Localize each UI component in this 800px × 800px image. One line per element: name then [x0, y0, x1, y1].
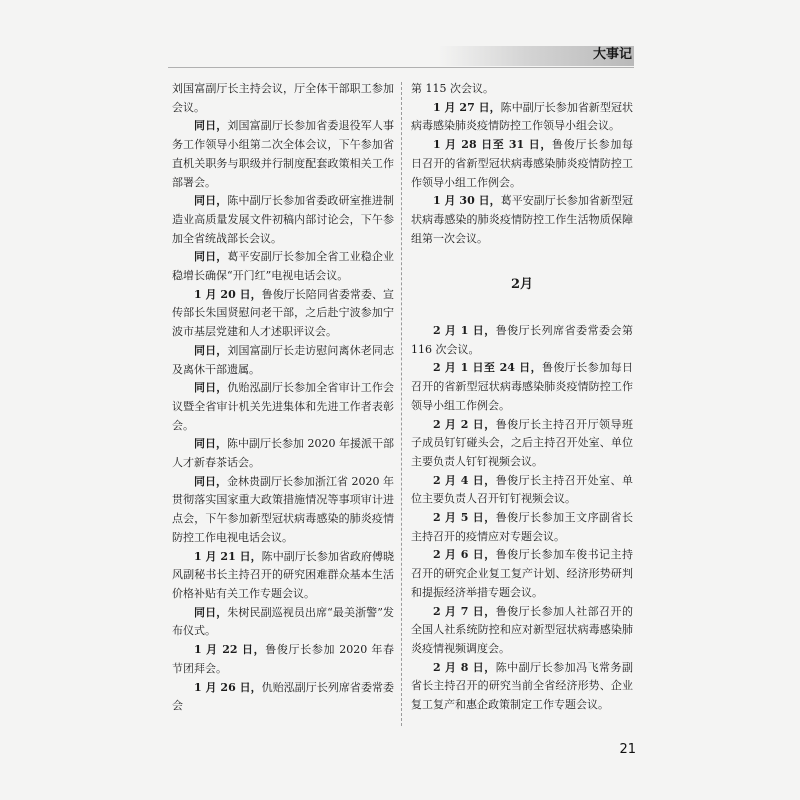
- entry-text: 陈中副厅长参加省政府傅晓风副秘书长主持召开的研究困难群众基本生活价格补贴有关工作专题会议。: [172, 549, 395, 600]
- entry-text: 刘国富副厅长主持会议，厅全体干部职工参加会议。: [172, 82, 394, 114]
- entry-paragraph: [172, 679, 394, 716]
- entry-paragraph: [172, 641, 394, 678]
- entry-date-lead: 1 月 26 日，: [194, 680, 262, 694]
- month-heading: 2月: [510, 277, 534, 293]
- entry-text: 鲁俊厅长主持召开厅领导班子成员钉钉碰头会，之后主持召开处室、单位主要负责人钉钉视频会议。: [411, 417, 634, 468]
- entry-paragraph: [411, 659, 633, 715]
- entry-date-lead: 1 月 21 日，: [194, 549, 262, 563]
- entry-date-lead: 1 月 22 日，: [194, 643, 266, 657]
- entry-date-lead: 2 月 4 日，: [433, 473, 496, 487]
- entry-date-lead: 同日，: [194, 381, 228, 395]
- entry-text: 鲁俊厅长参加王文序副省长主持召开的疫情应对专题会议。: [411, 511, 634, 543]
- entry-text: 陈中副厅长参加冯飞常务副省长主持召开的研究当前全省经济形势、企业复工复产和惠企政策制定工作专题会议。: [411, 660, 634, 712]
- entry-text: 刘国富副厅长参加省委退役军人事务工作领导小组第二次全体会议，下午参加省直机关职务与职级并行制度配套政策相关工作部署会。: [172, 119, 395, 189]
- entry-text: 朱树民副巡视员出席“最美浙警”发布仪式。: [172, 605, 395, 638]
- entry-text: 鲁俊厅长参加 2020 年春节团拜会。: [172, 643, 394, 675]
- entry-paragraph: [411, 192, 633, 248]
- entry-date-lead: 同日，: [194, 250, 228, 264]
- entry-text: 葛平安副厅长参加全省工业稳企业稳增长确保“开门红”电视电话会议。: [172, 250, 395, 283]
- entry-date-lead: 1 月 30 日，: [433, 194, 501, 208]
- entry-date-lead: 同日，: [194, 605, 228, 619]
- right-text-column: [411, 80, 633, 715]
- entry-paragraph: [172, 342, 394, 379]
- entry-date-lead: 2 月 5 日，: [433, 511, 496, 525]
- entry-paragraph: [172, 117, 394, 192]
- column-divider: [401, 82, 402, 726]
- entry-paragraph: [411, 546, 633, 602]
- entry-paragraph: [411, 472, 633, 509]
- entry-paragraph: [172, 248, 394, 285]
- entry-paragraph: [172, 604, 394, 641]
- entry-paragraph: [411, 416, 633, 472]
- entry-text: 陈中副厅长参加省委政研室推进制造业高质量发展文件初稿内部讨论会，下午参加全省统战部长会议。: [172, 194, 395, 245]
- entry-date-lead: 2 月 1 日至 24 日，: [433, 361, 543, 375]
- entry-date-lead: 2 月 2 日，: [433, 417, 496, 431]
- entry-paragraph: [172, 192, 394, 248]
- entry-text: 仇贻泓副厅长列席省委常委会: [172, 680, 395, 713]
- entry-date-lead: 同日，: [194, 343, 228, 357]
- running-header-title: 大事记: [592, 47, 632, 62]
- entry-paragraph: [172, 80, 394, 117]
- header-rule: [168, 67, 634, 68]
- entry-text: 鲁俊厅长参加每日召开的省新型冠状病毒感染肺炎疫情防控工作领导小组工作例会。: [411, 138, 633, 189]
- entry-text: 金林贵副厅长参加浙江省 2020 年贯彻落实国家重大政策措施情况等事项审计进点会，下午参加新型冠状病毒感染的肺炎疫情防控工作电视电话会议。: [172, 474, 394, 544]
- entry-paragraph: [411, 99, 633, 136]
- entry-paragraph: [172, 548, 394, 604]
- entry-text: 葛平安副厅长参加省新型冠状病毒感染的肺炎疫情防控工作生活物质保障组第一次会议。: [411, 194, 634, 245]
- entry-date-lead: 同日，: [194, 119, 228, 133]
- entry-paragraph: [172, 379, 394, 435]
- entry-paragraph: [411, 359, 633, 415]
- entry-date-lead: 同日，: [194, 437, 227, 451]
- entry-paragraph: [411, 80, 633, 99]
- entry-text: 鲁俊厅长列席省委常委会第 116 次会议。: [411, 324, 634, 356]
- entry-date-lead: 2 月 6 日，: [433, 548, 496, 562]
- entry-date-lead: 1 月 27 日，: [433, 100, 501, 114]
- entry-text: 鲁俊厅长参加人社部召开的全国人社系统防控和应对新型冠状病毒感染肺炎疫情视频调度会。: [411, 604, 634, 655]
- entry-date-lead: 1 月 20 日，: [194, 287, 262, 301]
- entry-paragraph: [411, 509, 633, 546]
- left-text-column: [172, 80, 394, 716]
- entry-text: 刘国富副厅长走访慰问离休老同志及离休干部遗属。: [172, 343, 395, 376]
- entry-paragraph: [411, 322, 633, 359]
- entry-date-lead: 2 月 7 日，: [433, 604, 496, 618]
- entry-paragraph: [172, 473, 394, 548]
- entry-text: 陈中副厅长参加省新型冠状病毒感染肺炎疫情防控工作领导小组会议。: [411, 100, 634, 133]
- entry-paragraph: [172, 435, 394, 472]
- entry-date-lead: 2 月 8 日，: [433, 660, 496, 674]
- entry-text: 鲁俊厅长主持召开处室、单位主要负责人召开钉钉视频会议。: [411, 473, 634, 506]
- entry-text: 鲁俊厅长参加每日召开的省新型冠状病毒感染肺炎疫情防控工作领导小组工作例会。: [411, 361, 634, 412]
- entry-date-lead: 同日，: [194, 474, 227, 488]
- entry-text: 仇贻泓副厅长参加全省审计工作会议暨全省审计机关先进集体和先进工作者表彰会。: [172, 381, 395, 432]
- entry-paragraph: [172, 286, 394, 342]
- entry-paragraph: [411, 603, 633, 659]
- entry-paragraph: [411, 136, 633, 192]
- entry-text: 陈中副厅长参加 2020 年援派干部人才新春茶话会。: [172, 437, 394, 470]
- entry-date-lead: 1 月 28 日至 31 日，: [433, 138, 553, 152]
- entry-text: 第 115 次会议。: [411, 82, 494, 95]
- entry-date-lead: 同日，: [194, 194, 228, 208]
- entry-date-lead: 2 月 1 日，: [433, 324, 496, 338]
- page-number: 21: [619, 742, 636, 757]
- entry-text: 鲁俊厅长陪同省委常委、宣传部长朱国贤慰问老干部，之后赴宁波参加宁波市基层党建和人才述职评议会。: [172, 287, 395, 339]
- entry-text: 鲁俊厅长参加车俊书记主持召开的研究企业复工复产计划、经济形势研判和提振经济举措专题会议。: [411, 548, 634, 599]
